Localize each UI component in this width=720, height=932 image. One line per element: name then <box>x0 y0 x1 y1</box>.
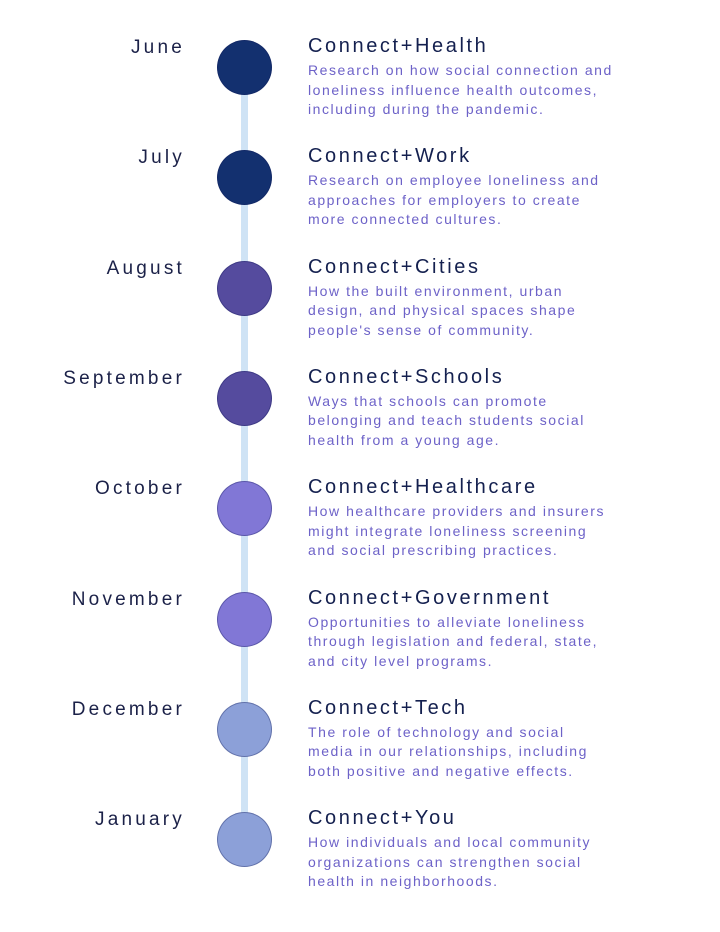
month-label: September <box>63 367 185 389</box>
description-line: and social prescribing practices. <box>308 542 559 559</box>
description-line: and city level programs. <box>308 652 494 669</box>
description-line: might integrate loneliness screening <box>308 522 588 539</box>
month-label: August <box>106 257 185 279</box>
description-line: How healthcare providers and insurers <box>308 503 606 520</box>
timeline-entry <box>0 695 720 805</box>
timeline-entry <box>0 254 720 364</box>
topic-title: Connect+Healthcare <box>308 476 538 499</box>
month-label: December <box>71 698 185 720</box>
timeline-entry <box>0 474 720 584</box>
description-line: The role of technology and social <box>308 723 565 740</box>
description-line: loneliness influence health outcomes, <box>308 81 599 98</box>
timeline-entry <box>0 585 720 695</box>
topic-description <box>308 392 708 451</box>
topic-title: Connect+Tech <box>308 696 468 719</box>
topic-title: Connect+You <box>308 807 457 830</box>
topic-title: Connect+Cities <box>308 255 481 278</box>
description-line: How individuals and local community <box>308 834 592 851</box>
timeline-dot <box>217 261 272 316</box>
timeline-dot <box>217 481 272 536</box>
description-line: approaches for employers to create <box>308 191 581 208</box>
topic-description <box>308 723 708 782</box>
description-line: belonging and teach students social <box>308 412 585 429</box>
description-line: How the built environment, urban <box>308 282 564 299</box>
timeline-entry <box>0 805 720 915</box>
topic-description <box>308 833 708 892</box>
description-line: Ways that schools can promote <box>308 392 548 409</box>
description-line: through legislation and federal, state, <box>308 633 599 649</box>
timeline-dot <box>217 812 272 867</box>
month-label: January <box>95 809 185 831</box>
topic-description <box>308 282 708 341</box>
timeline-dot <box>217 40 272 95</box>
description-line: Opportunities to alleviate loneliness <box>308 613 586 630</box>
month-label: November <box>71 588 185 610</box>
month-label: June <box>130 37 185 58</box>
timeline-entry <box>0 143 720 253</box>
timeline-dot <box>217 702 272 757</box>
timeline-dot <box>217 371 272 426</box>
description-line: organizations can strengthen social <box>308 853 582 870</box>
topic-description <box>308 502 708 561</box>
topic-description <box>308 613 708 672</box>
topic-description <box>308 61 708 120</box>
description-line: people's sense of community. <box>308 321 535 338</box>
topic-title: Connect+Health <box>308 35 489 57</box>
description-line: health from a young age. <box>308 431 501 448</box>
timeline-dot <box>217 592 272 647</box>
description-line: more connected cultures. <box>308 211 503 228</box>
topic-title: Connect+Work <box>308 145 472 168</box>
timeline-entry <box>0 33 720 143</box>
topic-title: Connect+Government <box>308 586 552 609</box>
month-label: July <box>138 147 185 169</box>
timeline-dot <box>217 150 272 205</box>
description-line: health in neighborhoods. <box>308 873 499 890</box>
description-line: including during the pandemic. <box>308 101 545 117</box>
topic-title: Connect+Schools <box>308 365 505 388</box>
description-line: Research on employee loneliness and <box>308 172 600 189</box>
description-line: Research on how social connection and <box>308 62 613 78</box>
month-label: October <box>95 478 185 500</box>
description-line: design, and physical spaces shape <box>308 302 577 319</box>
description-line: both positive and negative effects. <box>308 762 574 779</box>
topic-description <box>308 171 708 230</box>
description-line: media in our relationships, including <box>308 743 588 760</box>
timeline-entry <box>0 364 720 474</box>
